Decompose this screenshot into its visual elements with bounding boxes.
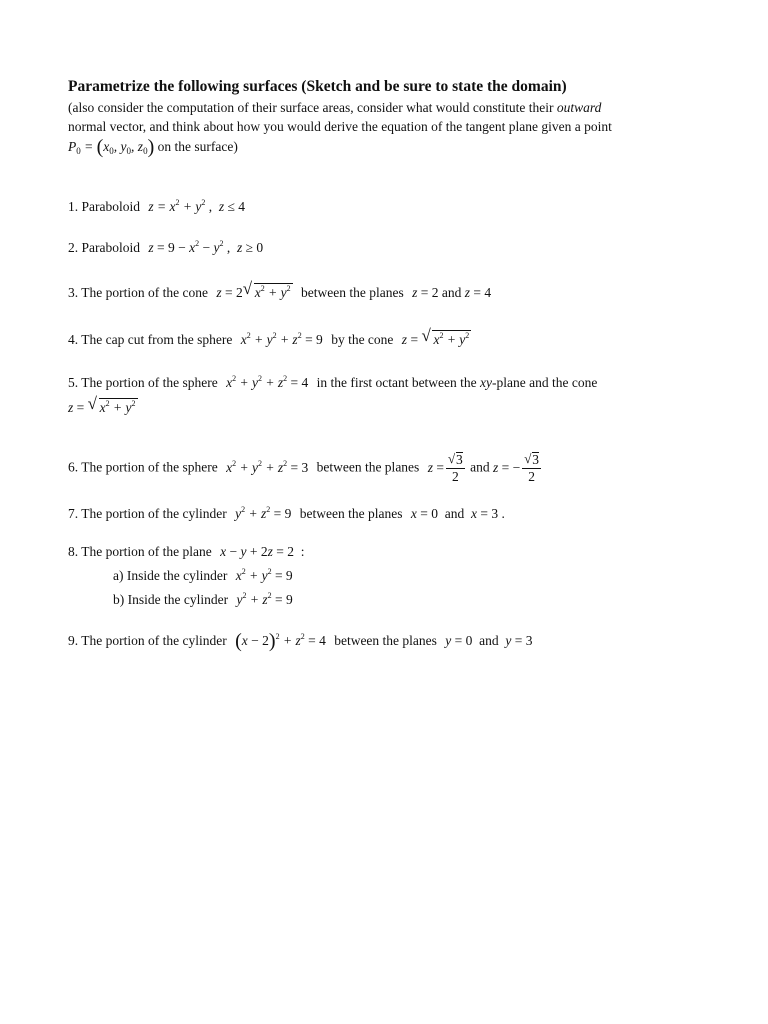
equation: z = √ x$^2$ + y$^2$ [401,326,470,347]
problem-9 [68,632,533,650]
problem-1 [68,198,245,216]
and-word: and [470,459,490,475]
equation: x$^2$ + y$^2$ + z$^2$ = 9 [240,331,323,347]
problem-number: 8. [68,544,79,559]
equation: y = 3 [505,633,533,648]
problem-number: 4. [68,332,79,347]
problem-text: The portion of the cylinder [81,633,227,648]
problem-number: 5. [68,375,79,390]
equation: z = 2 [412,285,439,300]
equation: z = 2 √ x$^2$ + y$^2$ [216,279,291,300]
equation: z = 9 − x$^2$ − y$^2$ , z ≥ 0 [148,239,264,255]
problem-6 [68,452,543,485]
problem-text: The portion of the sphere [81,459,218,475]
problem-4 [68,326,471,349]
problem-5-equation [68,394,138,417]
problem-number: 7. [68,506,79,521]
equation: z = − √ 3 2 [492,451,539,484]
intro-text-1: (also consider the computation of their surface areas, consider what would constitute their [68,100,557,115]
problem-number: 3. [68,285,79,300]
problem-middle: between the planes [299,506,403,521]
equation: x$^2$ + y$^2$ + z$^2$ = 4 [226,374,309,390]
problem-text: The portion of the cone [81,285,208,300]
problem-middle: between the planes [334,633,437,648]
problem-number: 1. [68,199,79,214]
problem-number: 2. [68,240,79,255]
intro-text-3: on the surface) [157,139,238,154]
equation: (x − 2)$^2$ + z$^2$ = 4 [235,630,326,652]
equation: y = 0 [445,633,473,648]
equation: x$^2$ + y$^2$ + z$^2$ = 3 [226,458,309,475]
problem-8b [113,591,293,609]
problem-text: The portion of the cylinder [81,506,227,521]
equation: z = √ x$^2$ + y$^2$ [68,394,136,415]
problem-middle: between the planes [300,285,404,300]
equation: x = 3 . [470,506,505,521]
equation: x$^2$ + y$^2$ = 9 [235,567,293,583]
problem-middle: between the planes [316,459,420,475]
equation: x = 0 [410,506,438,521]
problem-number: 6. [68,459,79,475]
problem-5 [68,374,597,392]
problem-7 [68,505,505,523]
and-word: and [479,633,499,648]
intro-emphasis: outward [556,100,602,115]
problem-text: The portion of the plane [81,544,212,559]
equation: z = 4 [464,285,492,300]
plane-name: xy [480,375,493,390]
point-formula: $P_0 = (x_0$, $y_0$, $z_0$) [68,136,155,158]
problem-3 [68,279,492,302]
equation: z = √ 3 2 [427,451,463,484]
and-word: and [441,285,462,300]
equation: y$^2$ + z$^2$ = 9 [236,591,293,607]
subpart-text: a) Inside the cylinder [113,568,228,583]
problem-after: -plane and the cone [492,375,598,390]
problem-8 [68,543,305,561]
and-word: and [444,506,465,521]
problem-2 [68,239,263,257]
problem-text: Paraboloid [81,199,140,214]
worksheet-title: Parametrize the following surfaces (Sketch and be sure to state the domain) [68,78,567,95]
subpart-text: b) Inside the cylinder [113,592,229,607]
problem-number: 9. [68,633,79,648]
intro-line-1 [68,99,601,117]
problem-text: The cap cut from the sphere [81,332,233,347]
problem-8a [113,567,293,585]
equation: z = x$^2$ + y$^2$ , z ≤ 4 [148,198,246,214]
problem-middle: by the cone [331,332,394,347]
equation: y$^2$ + z$^2$ = 9 [235,505,292,521]
problem-text: Paraboloid [81,240,140,255]
intro-line-3 [68,138,238,156]
equation: x − y + 2z = 2 : [220,544,305,559]
problem-text: The portion of the sphere [81,375,218,390]
intro-line-2: normal vector, and think about how you would derive the equation of the tangent plane given a point [68,119,612,134]
problem-middle: in the first octant between the [316,375,477,390]
